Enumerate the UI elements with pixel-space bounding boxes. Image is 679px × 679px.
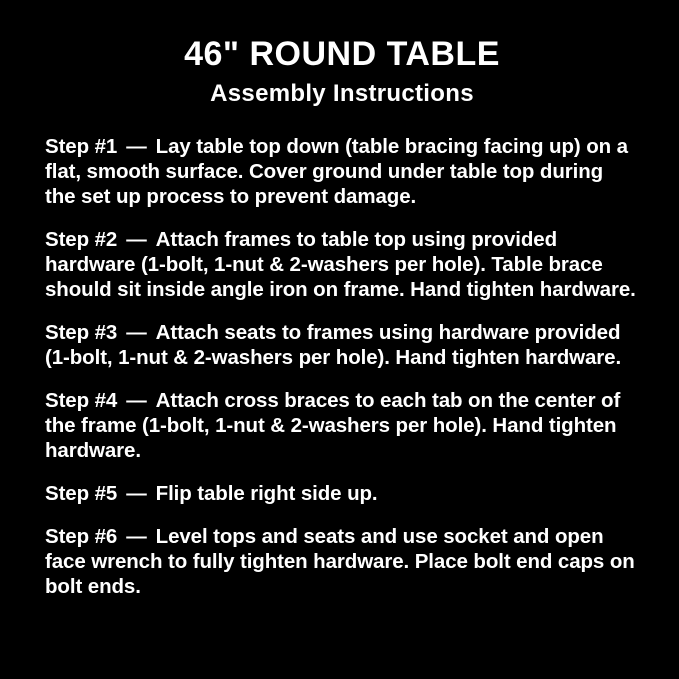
step-2-separator: — [126,228,147,252]
step-3-label: Step #3 [45,321,118,345]
step-5-text: Flip table right side up. [155,482,378,506]
step-6-label: Step #6 [45,525,118,549]
step-2-label: Step #2 [45,228,118,252]
step-2-text: Attach frames to table top using provided hardware (1-bolt, 1-nut & 2-washers per hole). Table brace should sit inside angle iron on frame. Hand tighten hardware. [45,228,636,302]
step-4-text: Attach cross braces to each tab on the center of the frame (1-bolt, 1-nut & 2-washers per hole). Hand tighten hardware. [45,389,621,463]
step-5-separator: — [126,482,147,506]
step-3-separator: — [126,321,147,345]
step-6-text: Level tops and seats and use socket and open face wrench to fully tighten hardware. Place bolt end caps on bolt ends. [45,525,635,599]
step-2 [45,227,637,302]
step-4-separator: — [126,389,147,413]
step-5 [45,481,637,506]
step-3-text: Attach seats to frames using hardware provided (1-bolt, 1-nut & 2-washers per hole). Hand tighten hardware. [45,321,622,370]
step-6-separator: — [126,525,147,549]
page-subtitle: Assembly Instructions [210,80,474,108]
step-1-label: Step #1 [45,135,118,159]
steps-list [45,134,639,599]
step-1 [45,134,637,209]
step-6 [45,524,637,599]
step-1-text: Lay table top down (table bracing facing up) on a flat, smooth surface. Cover ground under table top during the set up process to prevent damage. [45,135,628,209]
step-3 [45,320,637,370]
step-5-label: Step #5 [45,482,118,506]
header [45,36,639,108]
page-title: 46" ROUND TABLE [184,35,500,73]
step-1-separator: — [126,135,147,159]
step-4 [45,388,637,463]
step-4-label: Step #4 [45,389,118,413]
